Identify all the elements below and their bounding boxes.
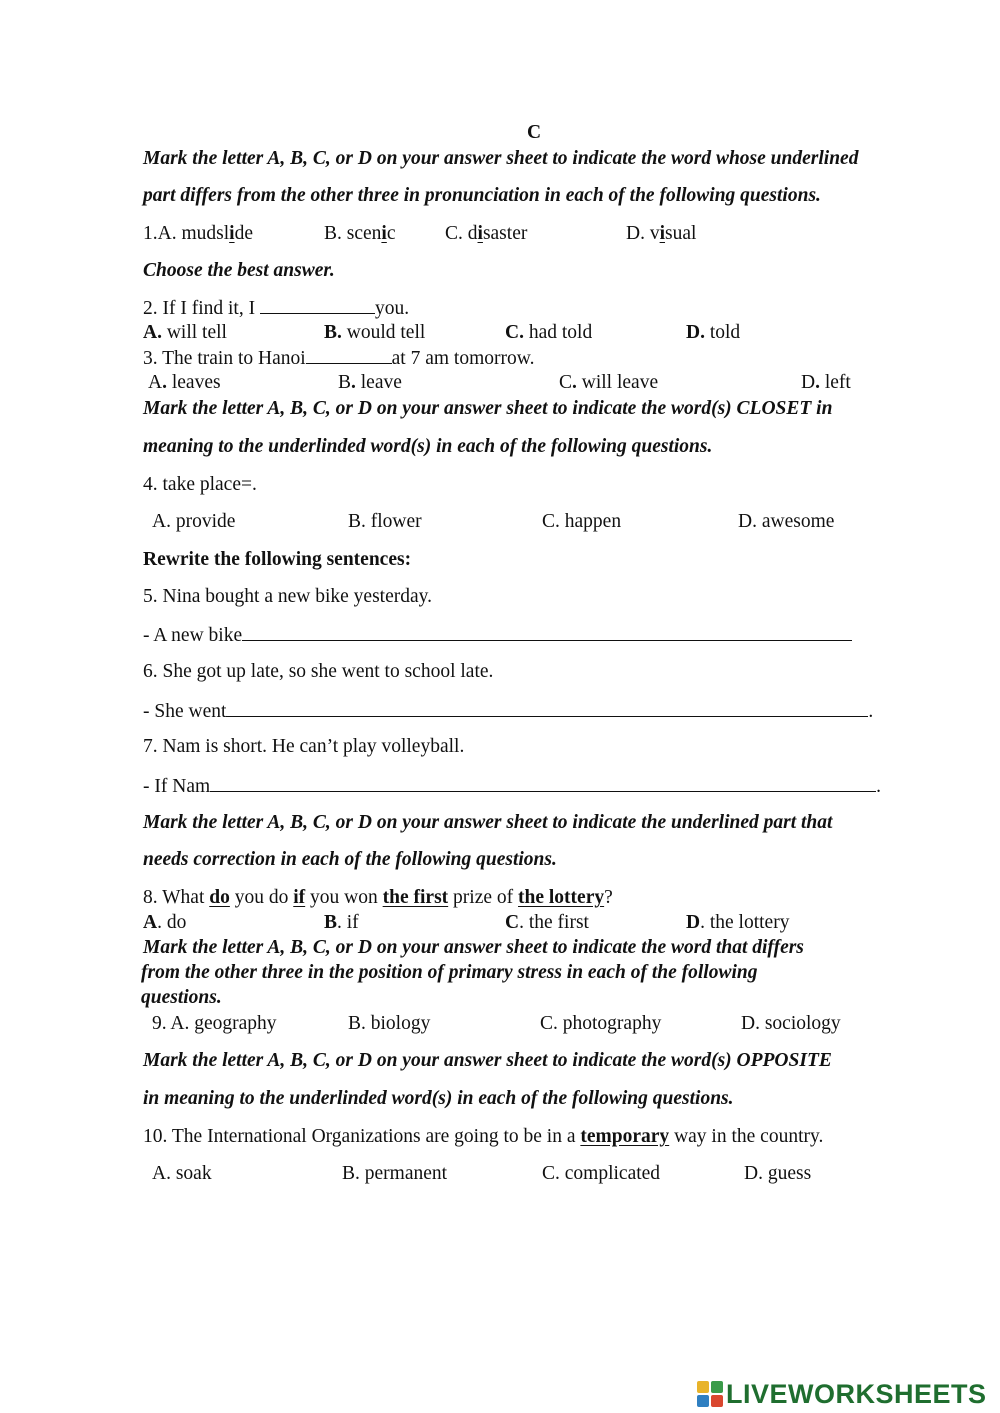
q4-stem: 4. take place=. bbox=[143, 474, 257, 495]
instruction-opposite-line1: Mark the letter A, B, C, or D on your answer sheet to indicate the word(s) OPPOSITE bbox=[143, 1050, 832, 1071]
page-title: C bbox=[527, 122, 542, 143]
q10-stem: 10. The International Organizations are going to be in a temporary way in the country. bbox=[143, 1126, 824, 1147]
q5-stem: 5. Nina bought a new bike yesterday. bbox=[143, 586, 432, 607]
q5-answer-input[interactable] bbox=[242, 625, 852, 641]
instruction-pronunciation-line2: part differs from the other three in pronunciation in each of the following questions. bbox=[143, 185, 821, 206]
q10-option-a[interactable]: A. soak bbox=[152, 1163, 212, 1184]
q2-blank[interactable] bbox=[260, 298, 375, 314]
q8-stem: 8. What do you do if you won the first prize of the lottery? bbox=[143, 887, 613, 908]
q4-option-b[interactable]: B. flower bbox=[348, 511, 422, 532]
q3-option-c[interactable]: C. will leave bbox=[559, 372, 659, 393]
q9-option-d[interactable]: D. sociology bbox=[741, 1013, 841, 1034]
instruction-stress-line1: Mark the letter A, B, C, or D on your answer sheet to indicate the word that differs bbox=[143, 937, 804, 958]
q2-option-d[interactable]: D. told bbox=[686, 322, 741, 343]
q3-option-b[interactable]: B. leave bbox=[338, 372, 402, 393]
instruction-best-answer: Choose the best answer. bbox=[143, 260, 335, 281]
q9-option-b[interactable]: B. biology bbox=[348, 1013, 431, 1034]
instruction-stress-line3: questions. bbox=[141, 987, 222, 1008]
instruction-closest-line1: Mark the letter A, B, C, or D on your answer sheet to indicate the word(s) CLOSET in bbox=[143, 398, 833, 419]
q6-stem: 6. She got up late, so she went to school late. bbox=[143, 661, 494, 682]
q10-option-c[interactable]: C. complicated bbox=[542, 1163, 661, 1184]
q4-option-c[interactable]: C. happen bbox=[542, 511, 622, 532]
q2-stem: 2. If I find it, I you. bbox=[143, 298, 410, 319]
q8-option-c[interactable]: C. the first bbox=[505, 912, 589, 933]
q4-option-d[interactable]: D. awesome bbox=[738, 511, 835, 532]
q1-option-d[interactable]: D. visual bbox=[626, 223, 697, 244]
liveworksheets-logo[interactable] bbox=[697, 1377, 987, 1411]
q6-answer-line: - She went . bbox=[143, 701, 874, 722]
instruction-closest-line2: meaning to the underlinded word(s) in each of the following questions. bbox=[143, 436, 713, 457]
q3-stem: 3. The train to Hanoi at 7 am tomorrow. bbox=[143, 348, 535, 369]
q5-answer-line: - A new bike bbox=[143, 625, 852, 646]
q9-option-c[interactable]: C. photography bbox=[540, 1013, 662, 1034]
q7-answer-line: - If Nam . bbox=[143, 776, 882, 797]
q1-option-c[interactable]: C. disaster bbox=[445, 223, 528, 244]
instruction-correction-line1: Mark the letter A, B, C, or D on your answer sheet to indicate the underlined part that bbox=[143, 812, 833, 833]
q3-option-a[interactable]: A. leaves bbox=[148, 372, 221, 393]
q8-option-a[interactable]: A. do bbox=[143, 912, 187, 933]
q8-option-b[interactable]: B. if bbox=[324, 912, 359, 933]
q9-option-a[interactable]: 9. A. geography bbox=[152, 1013, 277, 1034]
instruction-pronunciation-line1: Mark the letter A, B, C, or D on your answer sheet to indicate the word whose underlined bbox=[143, 148, 859, 169]
q3-option-d[interactable]: D. left bbox=[801, 372, 851, 393]
q10-option-d[interactable]: D. guess bbox=[744, 1163, 812, 1184]
q7-stem: 7. Nam is short. He can’t play volleyball. bbox=[143, 736, 465, 757]
instruction-opposite-line2: in meaning to the underlinded word(s) in each of the following questions. bbox=[143, 1088, 734, 1109]
liveworksheets-logo-icon bbox=[697, 1381, 723, 1407]
instruction-stress-line2: from the other three in the position of primary stress in each of the following bbox=[141, 962, 758, 983]
q8-option-d[interactable]: D. the lottery bbox=[686, 912, 790, 933]
instruction-correction-line2: needs correction in each of the following questions. bbox=[143, 849, 557, 870]
q1-option-a[interactable]: 1.A. mudslide bbox=[143, 223, 253, 244]
q6-answer-input[interactable] bbox=[226, 701, 868, 717]
q10-option-b[interactable]: B. permanent bbox=[342, 1163, 448, 1184]
q4-option-a[interactable]: A. provide bbox=[152, 511, 236, 532]
q3-blank[interactable] bbox=[306, 348, 392, 364]
q1-option-b[interactable]: B. scenic bbox=[324, 223, 396, 244]
q7-answer-input[interactable] bbox=[210, 776, 876, 792]
q2-option-c[interactable]: C. had told bbox=[505, 322, 593, 343]
instruction-rewrite: Rewrite the following sentences: bbox=[143, 549, 412, 570]
liveworksheets-wordmark: LIVEWORKSHEETS bbox=[726, 1378, 987, 1409]
q2-option-a[interactable]: A. will tell bbox=[143, 322, 227, 343]
q2-option-b[interactable]: B. would tell bbox=[324, 322, 426, 343]
